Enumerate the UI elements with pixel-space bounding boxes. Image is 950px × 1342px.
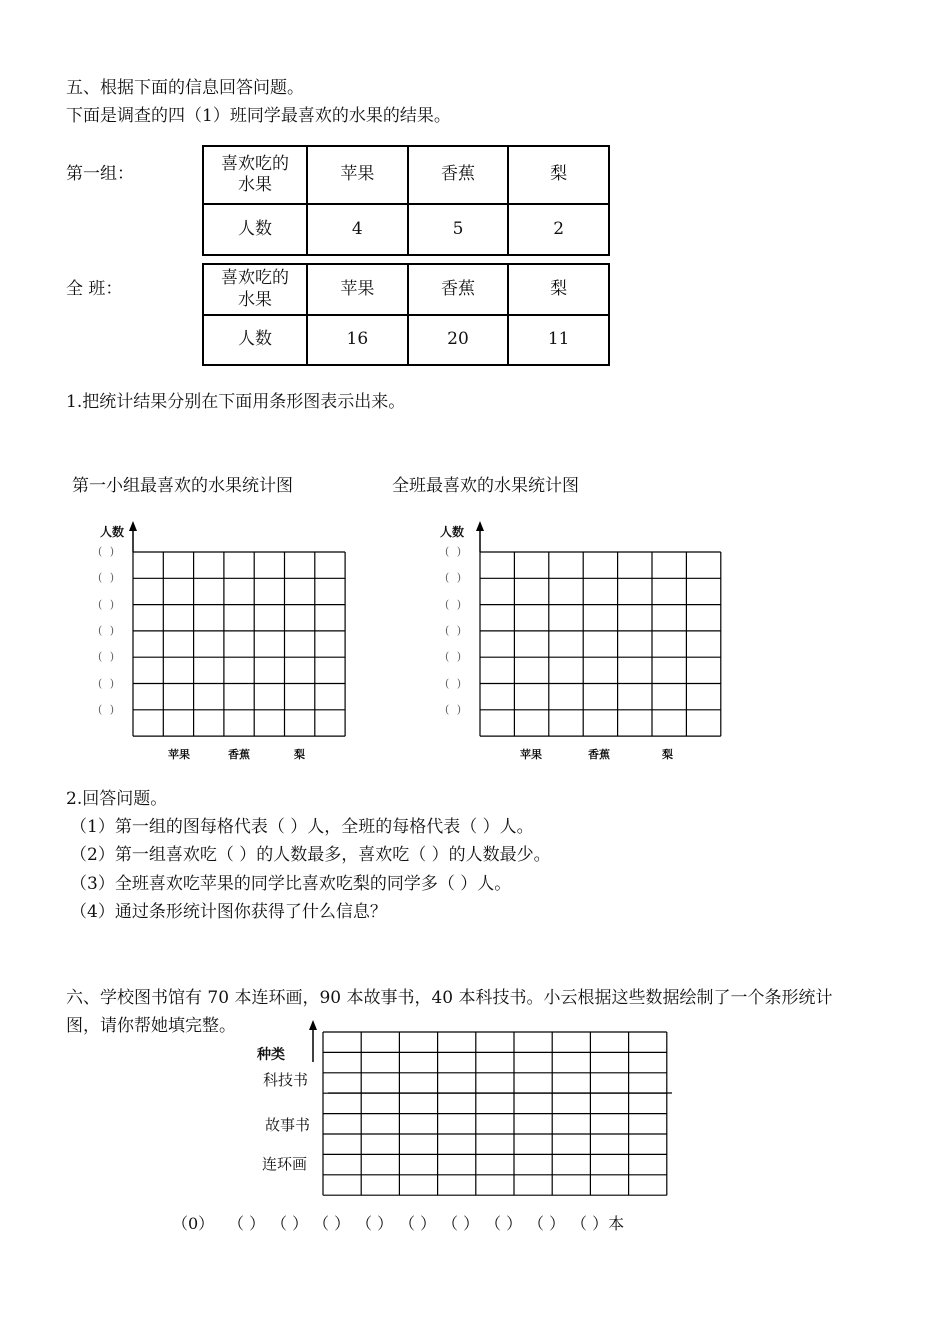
chart2-title: 全班最喜欢的水果统计图 [392, 476, 579, 496]
header-cell-fruit: 喜欢吃的 水果 [203, 264, 307, 315]
chart1-y-tick-blank: ( ) [98, 571, 117, 585]
value-cell: 20 [408, 315, 509, 365]
question-2: 2.回答问题。 [66, 789, 168, 809]
chart2-y-tick-blank: ( ) [445, 702, 464, 716]
chart2-y-tick-blank: ( ) [445, 571, 464, 585]
chart1-y-axis-title: 人数 [100, 525, 125, 539]
chart2-y-tick-blank: ( ) [445, 676, 464, 690]
value-cell: 2 [508, 204, 609, 255]
chart3-axis-title: 种类 [257, 1047, 285, 1063]
chart1-y-tick-blank: ( ) [98, 545, 117, 558]
header-cell-apple: 苹果 [307, 146, 408, 204]
class-label: 全 班： [66, 279, 123, 299]
header-cell-fruit: 喜欢吃的 水果 [203, 146, 307, 204]
header-cell-apple: 苹果 [307, 264, 408, 315]
chart1-x-label-banana: 香蕉 [228, 748, 250, 761]
value-cell: 16 [307, 315, 408, 365]
chart1-y-tick-blank: ( ) [98, 597, 117, 611]
chart2-y-tick-blank: ( ) [445, 545, 464, 558]
question-1: 1.把统计结果分别在下面用条形图表示出来。 [66, 392, 406, 412]
header-cell-pear: 梨 [508, 264, 609, 315]
chart3-x-tick: （ ） [228, 1214, 266, 1233]
chart3-category-comic: 连环画 [262, 1155, 308, 1173]
chart1-y-tick-blank: ( ) [98, 702, 117, 716]
chart1-x-label-apple: 苹果 [168, 748, 190, 761]
chart3-x-tick: （ ） [356, 1214, 394, 1233]
section5-heading: 五、根据下面的信息回答问题。 [66, 78, 304, 98]
chart2-x-label-banana: 香蕉 [588, 748, 610, 761]
row-label-count: 人数 [203, 204, 307, 255]
chart1-y-tick-blank: ( ) [98, 676, 117, 690]
chart3-x-tick: （ ） [271, 1214, 309, 1233]
header-cell-banana: 香蕉 [408, 146, 509, 204]
chart1-y-tick-blank: ( ) [98, 623, 117, 637]
chart3-x-tick: （ ） [399, 1214, 437, 1233]
chart3-x-tick: （0） [172, 1214, 215, 1233]
section5-intro: 下面是调查的四（1）班同学最喜欢的水果的结果。 [66, 106, 451, 126]
chart2-x-label-pear: 梨 [662, 748, 673, 761]
question-2-item-1: （1）第一组的图每格代表（ ）人，全班的每格代表（ ）人。 [70, 817, 534, 837]
section6-text-line1: 六、学校图书馆有 70 本连环画，90 本故事书，40 本科技书。小云根据这些数据绘制了一个条形统计 [66, 988, 833, 1008]
value-cell: 4 [307, 204, 408, 255]
chart1-x-label-pear: 梨 [294, 748, 305, 761]
question-2-item-2: （2）第一组喜欢吃（ ）的人数最多，喜欢吃（ ）的人数最少。 [70, 845, 551, 865]
chart3-x-tick: （ ） [442, 1214, 480, 1233]
chart3-category-science: 科技书 [263, 1071, 309, 1089]
chart2-y-tick-blank: ( ) [445, 623, 464, 637]
chart3-x-tick: （ ） [313, 1214, 351, 1233]
chart3-x-tick: （ ） [528, 1214, 566, 1233]
section6-text-line2: 图，请你帮她填完整。 [66, 1016, 236, 1036]
header-cell-banana: 香蕉 [408, 264, 509, 315]
question-2-item-4: （4）通过条形统计图你获得了什么信息？ [70, 902, 387, 922]
chart2-y-tick-blank: ( ) [445, 650, 464, 664]
value-cell: 5 [408, 204, 509, 255]
group1-label: 第一组： [66, 164, 134, 184]
value-cell: 11 [508, 315, 609, 365]
chart3-category-story: 故事书 [265, 1116, 311, 1134]
chart2-y-tick-blank: ( ) [445, 597, 464, 611]
chart2-y-axis-title: 人数 [440, 525, 465, 539]
chart2-x-label-apple: 苹果 [520, 748, 542, 761]
chart3-x-tick: （ ）本 [571, 1214, 625, 1233]
chart3-y-axis-arrow-icon [309, 1020, 317, 1030]
chart3-x-tick: （ ） [485, 1214, 523, 1233]
chart1-title: 第一小组最喜欢的水果统计图 [72, 476, 293, 496]
header-cell-pear: 梨 [508, 146, 609, 204]
question-2-item-3: （3）全班喜欢吃苹果的同学比喜欢吃梨的同学多（ ）人。 [70, 874, 512, 894]
chart1-y-tick-blank: ( ) [98, 650, 117, 664]
row-label-count: 人数 [203, 315, 307, 365]
